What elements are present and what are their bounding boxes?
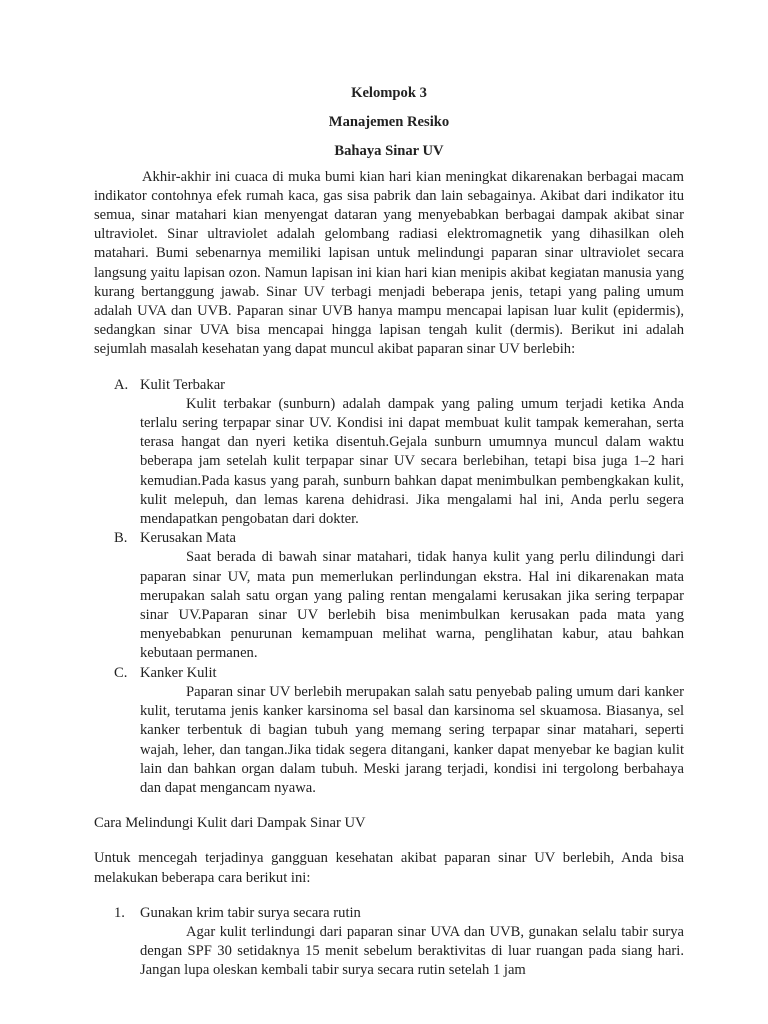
document-title: Bahaya Sinar UV: [334, 143, 444, 160]
problem-body: Paparan sinar UV berlebih merupakan salah satu penyebab paling umum dari kanker kulit, terutama jenis kanker karsinoma sel basal dan karsinoma sel skuamosa. Biasanya, sel kanker terbentuk di bagian tubuh yang memang sering terpapar sinar matahari, seperti wajah, leher, dan tangan.Jika tidak segera ditangani, kanker dapat menyebar ke bagian kulit lain dan bahkan organ dalam tubuh. Meski jarang terjadi, kondisi ini tergolong berbahaya dan dapat mengancam nyawa.: [140, 683, 684, 796]
intro-paragraph: Akhir-akhir ini cuaca di muka bumi kian hari kian meningkat dikarenakan berbagai macam indikator contohnya efek rumah kaca, gas sisa pabrik dan lain sebagainya. Akibat dari indikator itu semua, sinar matahari kian menyengat dataran yang menyebabkan berbagai dampak akibat sinar ultraviolet. Sinar ultraviolet adalah gelombang radiasi elektromagnetik yang dihasilkan oleh matahari. Bumi sebenarnya memiliki lapisan untuk melindungi paparan sinar ultraviolet secara langsung yaitu lapisan ozon. Namun lapisan ini kian hari kian menipis akibat kegiatan manusia yang kurang bertanggung jawab. Sinar UV terbagi menjadi beberapa jenis, tetapi yang paling umum adalah UVA dan UVB. Paparan sinar UVB hanya mampu mencapai lapisan luar kulit (epidermis), sedangkan sinar UVA bisa mencapai hingga lapisan tengah kulit (dermis). Berikut ini adalah sejumlah masalah kesehatan yang dapat muncul akibat paparan sinar UV berlebih:: [94, 168, 684, 358]
problem-item-sunburn: [94, 376, 684, 530]
problem-body: Kulit terbakar (sunburn) adalah dampak yang paling umum terjadi ketika Anda terlalu sering terpapar sinar UV. Kondisi ini dapat membuat kulit tampak kemerahan, serta terasa hangat dan nyeri ketika disentuh.Gejala sunburn umumnya muncul dalam waktu beberapa jam setelah kulit terpapar sinar UV secara berlebihan, tetapi bisa juga 1–2 hari kemudian.Pada kasus yang parah, sunburn bahkan dapat menimbulkan pembengkakan kulit, kulit melepuh, dan lemas karena dehidrasi. Jika mengalami hal ini, Anda perlu segera mendapatkan pengobatan dari dokter.: [140, 395, 684, 528]
problem-title: Kanker Kulit: [140, 664, 217, 681]
protection-steps: [94, 904, 684, 981]
problem-body: Saat berada di bawah sinar matahari, tidak hanya kulit yang perlu dilindungi dari paparan sinar UV, mata pun memerlukan perlindungan ekstra. Hal ini dikarenakan mata merupakan salah satu organ yang paling rentan mengalami kerusakan jika sering terpapar sinar UV.Paparan sinar UV berlebih bisa menimbulkan kerusakan pada mata yang menyebabkan penurunan kemampuan melihat warna, penglihatan kabur, atau bahkan kebutaan permanen.: [140, 549, 684, 662]
problem-list: [94, 376, 684, 798]
problem-title: Kulit Terbakar: [140, 376, 226, 393]
list-marker: 1.: [114, 904, 125, 921]
problem-item-eye-damage: [94, 529, 684, 663]
problem-title: Kerusakan Mata: [140, 530, 237, 547]
protection-step-sunscreen: [94, 904, 684, 981]
protection-intro: Untuk mencegah terjadinya gangguan kesehatan akibat paparan sinar UV berlebih, Anda bisa melakukan beberapa cara berikut ini:: [94, 850, 684, 886]
list-marker: C.: [114, 664, 128, 681]
protection-heading: Cara Melindungi Kulit dari Dampak Sinar UV: [94, 815, 366, 832]
course-heading: Manajemen Resiko: [328, 114, 450, 131]
list-marker: A.: [114, 376, 129, 393]
problem-item-skin-cancer: [94, 664, 684, 798]
group-heading: Kelompok 3: [351, 85, 427, 101]
list-marker: B.: [114, 530, 128, 547]
step-title: Gunakan krim tabir surya secara rutin: [140, 904, 361, 921]
step-body: Agar kulit terlindungi dari paparan sinar UVA dan UVB, gunakan selalu tabir surya dengan SPF 30 setidaknya 15 menit sebelum beraktivitas di luar ruangan pada siang hari. Jangan lupa oleskan kembali tabir surya secara rutin setelah 1 jam: [140, 923, 684, 979]
